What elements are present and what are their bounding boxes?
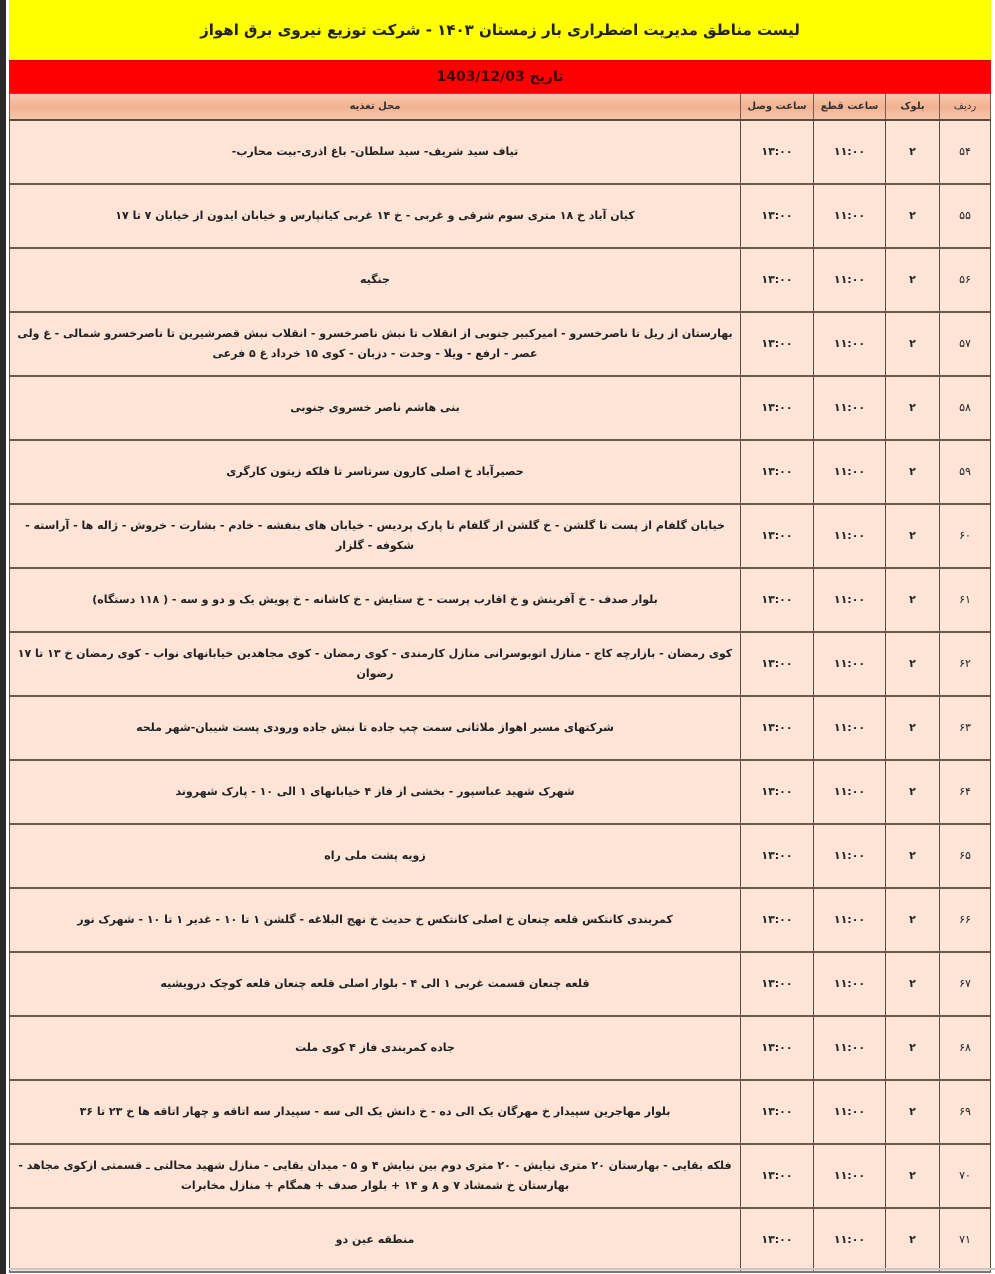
area-cell: کمربندی کانتکس قلعه چنعان خ اصلی کانتکس خ حدیث خ نهج البلاغه - گلشن ۱ تا ۱۰ - غدیر ۱ تا ۱۰ - شهرک نور: [10, 888, 741, 952]
area-cell: بلوار صدف - خ آفرینش و خ اقارب پرست - خ ستایش - خ کاشانه - خ پویش یک و دو و سه - ( ۱۱۸ دستگاه): [10, 568, 741, 632]
table-row: [10, 824, 991, 888]
connect-time-cell: ۱۳:۰۰: [741, 120, 814, 184]
area-cell: کوی رمضان - بازارچه کاج - منازل اتوبوسرانی منازل کارمندی - کوی رمضان - کوی مجاهدین خیابانهای نواب - کوی رمضان خ ۱۳ تا ۱۷ رضوان: [10, 632, 741, 696]
document-title: لیست مناطق مدیریت اضطراری بار زمستان ۱۴۰۳ - شرکت توزیع نیروی برق اهواز: [9, 0, 991, 60]
table-row: [10, 440, 991, 504]
block-cell: ۲: [886, 632, 940, 696]
area-cell: شرکتهای مسیر اهواز ملاثانی سمت چپ جاده تا نبش جاده ورودی پست شیبان-شهر ملحه: [10, 696, 741, 760]
row-number-cell: ۵۹: [940, 440, 991, 504]
connect-time-cell: ۱۳:۰۰: [741, 696, 814, 760]
block-cell: ۲: [886, 568, 940, 632]
connect-time-cell: ۱۳:۰۰: [741, 824, 814, 888]
left-edge-border: [0, 0, 6, 1274]
area-cell: منطقه عین دو: [10, 1208, 741, 1272]
row-number-cell: ۶۶: [940, 888, 991, 952]
area-cell: فلکه بقایی - بهارستان ۲۰ متری نیایش - ۲۰ متری دوم بین نیایش ۴ و ۵ - میدان بقایی - منازل شهید محالتی ـ قسمتی ازکوی مجاهد - بهارستان خ شمشاد ۷ و ۸ و ۱۴ + بلوار صدف + همگام + منازل مخابرات: [10, 1144, 741, 1208]
header-area: محل تغذیه: [10, 94, 741, 121]
header-cut-time: ساعت قطع: [814, 94, 886, 121]
header-row-number: ردیف: [940, 94, 991, 121]
block-cell: ۲: [886, 952, 940, 1016]
connect-time-cell: ۱۳:۰۰: [741, 1208, 814, 1272]
table-row: [10, 760, 991, 824]
date-banner: تاریخ 1403/12/03: [9, 60, 991, 93]
header-block: بلوک: [886, 94, 940, 121]
cut-time-cell: ۱۱:۰۰: [814, 440, 886, 504]
block-cell: ۲: [886, 1016, 940, 1080]
cut-time-cell: ۱۱:۰۰: [814, 952, 886, 1016]
cut-time-cell: ۱۱:۰۰: [814, 1144, 886, 1208]
block-cell: ۲: [886, 440, 940, 504]
connect-time-cell: ۱۳:۰۰: [741, 888, 814, 952]
bottom-divider: [9, 1268, 995, 1270]
connect-time-cell: ۱۳:۰۰: [741, 1080, 814, 1144]
area-cell: جاده کمربندی فاز ۴ کوی ملت: [10, 1016, 741, 1080]
block-cell: ۲: [886, 248, 940, 312]
row-number-cell: ۶۷: [940, 952, 991, 1016]
cut-time-cell: ۱۱:۰۰: [814, 312, 886, 376]
cut-time-cell: ۱۱:۰۰: [814, 184, 886, 248]
cut-time-cell: ۱۱:۰۰: [814, 1208, 886, 1272]
block-cell: ۲: [886, 1080, 940, 1144]
area-cell: زویه پشت ملی راه: [10, 824, 741, 888]
cut-time-cell: ۱۱:۰۰: [814, 376, 886, 440]
cut-time-cell: ۱۱:۰۰: [814, 824, 886, 888]
connect-time-cell: ۱۳:۰۰: [741, 1016, 814, 1080]
row-number-cell: ۶۴: [940, 760, 991, 824]
block-cell: ۲: [886, 1144, 940, 1208]
block-cell: ۲: [886, 184, 940, 248]
block-cell: ۲: [886, 824, 940, 888]
row-number-cell: ۵۴: [940, 120, 991, 184]
row-number-cell: ۵۶: [940, 248, 991, 312]
area-cell: شهرک شهید عباسپور - بخشی از فاز ۴ خیابانهای ۱ الی ۱۰ - پارک شهروند: [10, 760, 741, 824]
area-cell: تیاف سید شریف- سید سلطان- باغ اذری-بیت محارب-: [10, 120, 741, 184]
block-cell: ۲: [886, 312, 940, 376]
cut-time-cell: ۱۱:۰۰: [814, 120, 886, 184]
block-cell: ۲: [886, 760, 940, 824]
row-number-cell: ۶۸: [940, 1016, 991, 1080]
outage-table: [9, 93, 991, 1273]
cut-time-cell: ۱۱:۰۰: [814, 504, 886, 568]
connect-time-cell: ۱۳:۰۰: [741, 184, 814, 248]
block-cell: ۲: [886, 696, 940, 760]
cut-time-cell: ۱۱:۰۰: [814, 888, 886, 952]
outage-schedule-sheet: [9, 0, 991, 1273]
area-cell: حصیرآباد خ اصلی کارون سرتاسر تا فلکه زیتون کارگری: [10, 440, 741, 504]
row-number-cell: ۶۲: [940, 632, 991, 696]
table-row: [10, 184, 991, 248]
table-row: [10, 952, 991, 1016]
area-cell: قلعه چنعان قسمت غربی ۱ الی ۴ - بلوار اصلی قلعه چنعان قلعه کوچک درویشیه: [10, 952, 741, 1016]
connect-time-cell: ۱۳:۰۰: [741, 440, 814, 504]
row-number-cell: ۶۰: [940, 504, 991, 568]
table-row: [10, 696, 991, 760]
table-row: [10, 888, 991, 952]
cut-time-cell: ۱۱:۰۰: [814, 696, 886, 760]
row-number-cell: ۶۹: [940, 1080, 991, 1144]
table-row: [10, 1016, 991, 1080]
area-cell: بلوار مهاجرین سپیدار خ مهرگان یک الی ده - خ دانش یک الی سه - سپیدار سه اتاقه و چهار اتاقه ها خ ۲۳ تا ۳۶: [10, 1080, 741, 1144]
area-cell: خیابان گلفام از پست تا گلشن - خ گلشن از گلفام تا پارک پردیس - خیابان های بنفشه - خادم - بشارت - خروش - ژاله ها - آراسته - شکوفه - گلزار: [10, 504, 741, 568]
connect-time-cell: ۱۳:۰۰: [741, 1144, 814, 1208]
table-row: [10, 1208, 991, 1272]
connect-time-cell: ۱۳:۰۰: [741, 568, 814, 632]
cut-time-cell: ۱۱:۰۰: [814, 632, 886, 696]
row-number-cell: ۶۱: [940, 568, 991, 632]
table-row: [10, 504, 991, 568]
table-row: [10, 376, 991, 440]
table-row: [10, 120, 991, 184]
table-row: [10, 568, 991, 632]
connect-time-cell: ۱۳:۰۰: [741, 632, 814, 696]
connect-time-cell: ۱۳:۰۰: [741, 312, 814, 376]
connect-time-cell: ۱۳:۰۰: [741, 504, 814, 568]
connect-time-cell: ۱۳:۰۰: [741, 248, 814, 312]
block-cell: ۲: [886, 888, 940, 952]
table-row: [10, 1144, 991, 1208]
row-number-cell: ۷۱: [940, 1208, 991, 1272]
area-cell: بهارستان از ریل تا ناصرخسرو - امیرکبیر جنوبی از انقلاب تا نبش ناصرخسرو - انقلاب نبش قصرشیرین تا ناصرخسرو شمالی - غ ولی عصر - ارفع - ویلا - وحدت - دزبان - کوی ۱۵ خرداد غ ۵ فرعی: [10, 312, 741, 376]
table-header-row: [10, 94, 991, 121]
block-cell: ۲: [886, 120, 940, 184]
cut-time-cell: ۱۱:۰۰: [814, 248, 886, 312]
table-row: [10, 632, 991, 696]
area-cell: جنگیه: [10, 248, 741, 312]
block-cell: ۲: [886, 376, 940, 440]
table-row: [10, 312, 991, 376]
area-cell: کیان آباد خ ۱۸ متری سوم شرقی و غربی - خ ۱۴ غربی کیانپارس و خیابان ایدون از خیابان ۷ تا ۱۷: [10, 184, 741, 248]
cut-time-cell: ۱۱:۰۰: [814, 1080, 886, 1144]
area-cell: بنی هاشم ناصر خسروی جنوبی: [10, 376, 741, 440]
cut-time-cell: ۱۱:۰۰: [814, 1016, 886, 1080]
row-number-cell: ۶۳: [940, 696, 991, 760]
row-number-cell: ۵۵: [940, 184, 991, 248]
row-number-cell: ۵۷: [940, 312, 991, 376]
block-cell: ۲: [886, 1208, 940, 1272]
connect-time-cell: ۱۳:۰۰: [741, 952, 814, 1016]
block-cell: ۲: [886, 504, 940, 568]
connect-time-cell: ۱۳:۰۰: [741, 376, 814, 440]
table-row: [10, 248, 991, 312]
row-number-cell: ۷۰: [940, 1144, 991, 1208]
header-connect-time: ساعت وصل: [741, 94, 814, 121]
connect-time-cell: ۱۳:۰۰: [741, 760, 814, 824]
row-number-cell: ۶۵: [940, 824, 991, 888]
cut-time-cell: ۱۱:۰۰: [814, 760, 886, 824]
row-number-cell: ۵۸: [940, 376, 991, 440]
cut-time-cell: ۱۱:۰۰: [814, 568, 886, 632]
table-row: [10, 1080, 991, 1144]
